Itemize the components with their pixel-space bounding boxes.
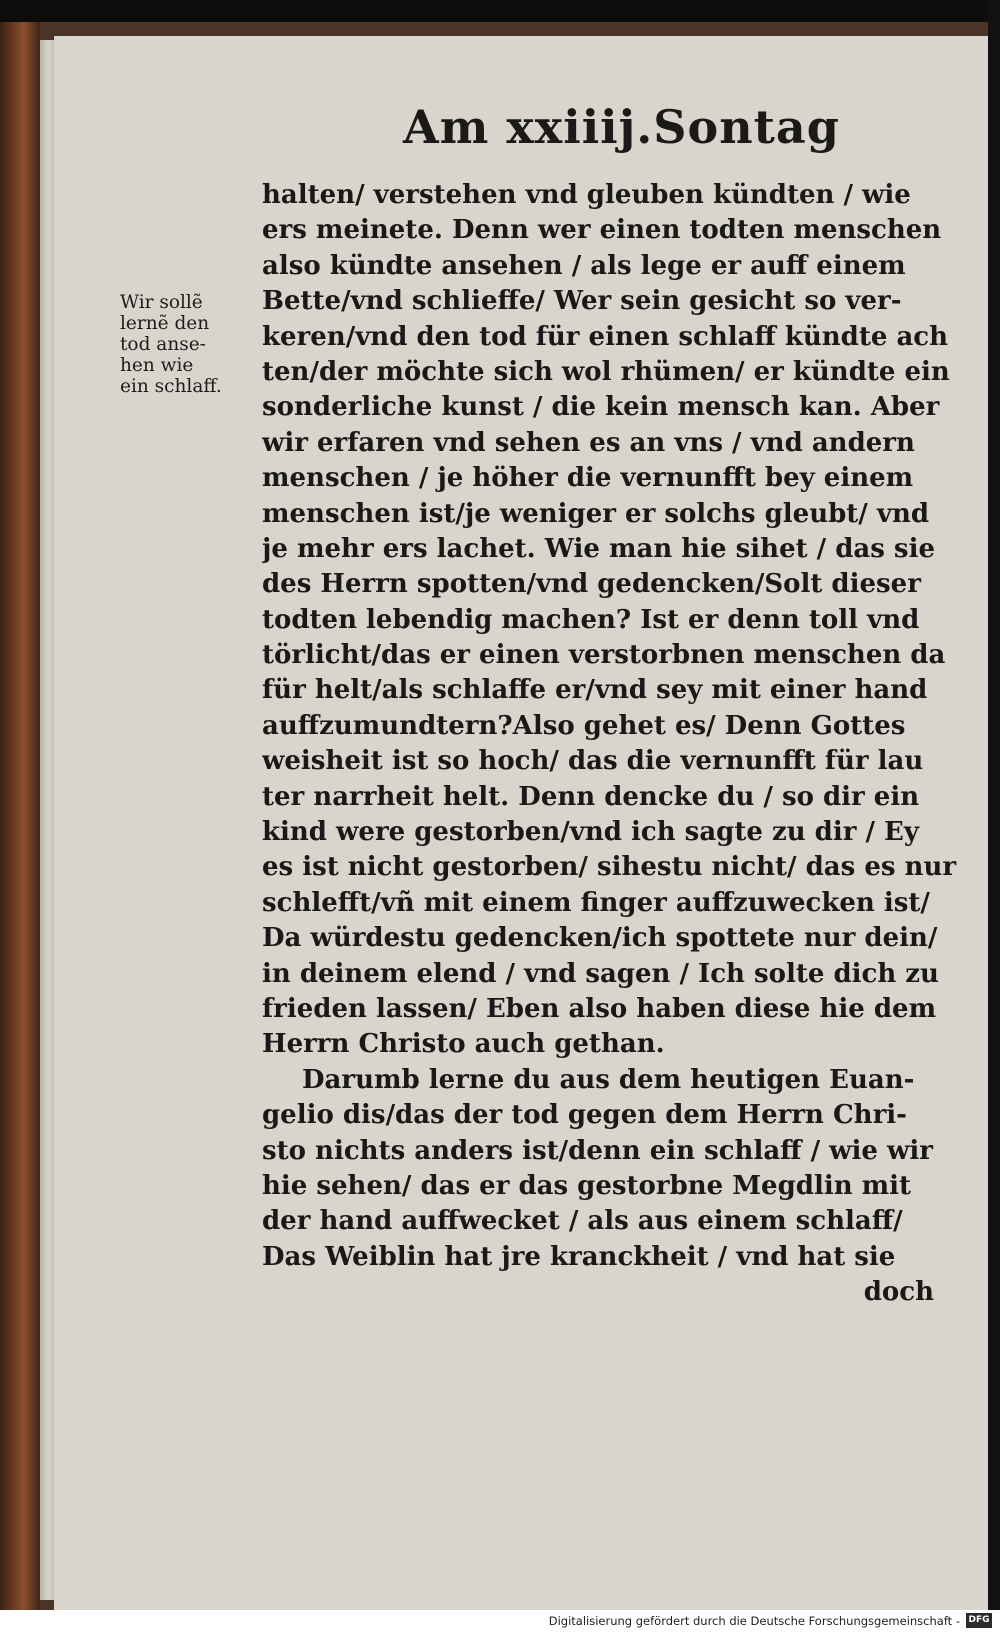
- text-line: schlefft/vñ mit einem finger auffzuwecken ist/: [262, 887, 930, 918]
- text-line: Da würdestu gedencken/ich spottete nur dein/: [262, 923, 938, 954]
- text-line: gelio dis/das der tod gegen dem Herrn Chri-: [262, 1100, 907, 1131]
- text-line: frieden lassen/ Eben also haben diese hie dem: [262, 993, 937, 1024]
- margin-note-line: Wir sollẽ: [120, 292, 203, 313]
- text-line: keren/vnd den tod für einen schlaff kündte ach: [262, 321, 949, 352]
- text-line: Darumb lerne du aus dem heutigen Euan-: [302, 1064, 915, 1095]
- body-text: [262, 178, 974, 1311]
- running-head: Am xxiiij.Sontag: [403, 100, 840, 154]
- text-line: auffzumundtern?Also gehet es/ Denn Gottes: [262, 710, 906, 741]
- text-line: halten/ verstehen vnd gleuben kündten / wie: [262, 180, 911, 210]
- text-line: menschen ist/je weniger er solchs gleubt/ vnd: [262, 498, 930, 529]
- margin-note-line: hen wie: [120, 355, 194, 376]
- scan-top-border: [0, 0, 1000, 22]
- text-line: menschen / je höher die vernunfft bey einem: [262, 463, 914, 494]
- text-line: todten lebendig machen? Ist er denn toll vnd: [262, 604, 920, 635]
- text-line: törlicht/das er einen verstorbnen menschen da: [262, 640, 946, 671]
- dfg-logo: DFG: [966, 1613, 992, 1628]
- text-line: also kündte ansehen / als lege er auff einem: [262, 250, 906, 281]
- text-line: es ist nicht gestorben/ sihestu nicht/ das es nur: [262, 852, 957, 883]
- funding-credit: Digitalisierung gefördert durch die Deutsche Forschungsgemeinschaft -: [548, 1614, 960, 1628]
- text-line: in deinem elend / vnd sagen / Ich solte dich zu: [262, 958, 939, 989]
- book-spine: [0, 22, 40, 1610]
- text-line: kind were gestorben/vnd ich sagte zu dir / Ey: [262, 817, 919, 848]
- scan-right-border: [988, 0, 1000, 1610]
- catchword: doch: [863, 1277, 934, 1308]
- text-line: Bette/vnd schlieffe/ Wer sein gesicht so ver-: [262, 286, 902, 317]
- page-edge: [40, 40, 54, 1600]
- text-line: des Herrn spotten/vnd gedencken/Solt dieser: [262, 569, 921, 600]
- text-line: ers meinete. Denn wer einen todten menschen: [262, 215, 942, 246]
- text-line: hie sehen/ das er das gestorbne Megdlin mit: [262, 1170, 912, 1201]
- footer-bar: [0, 1610, 1000, 1633]
- text-line: sto nichts anders ist/denn ein schlaff / wie wir: [262, 1135, 933, 1166]
- text-line: ter narrheit helt. Denn dencke du / so dir ein: [262, 781, 920, 812]
- text-line: für helt/als schlaffe er/vnd sey mit einer hand: [262, 675, 928, 706]
- margin-note-line: ein schlaff.: [120, 376, 222, 397]
- text-line: Herrn Christo auch gethan.: [262, 1029, 665, 1060]
- text-line: weisheit ist so hoch/ das die vernunfft für lau: [262, 746, 924, 777]
- text-line: der hand auffwecket / als aus einem schlaff/: [262, 1206, 903, 1237]
- margin-note: [120, 292, 260, 397]
- text-line: ten/der möchte sich wol rhümen/ er kündte ein: [262, 356, 950, 387]
- margin-note-line: tod anse-: [120, 334, 206, 355]
- text-line: je mehr ers lachet. Wie man hie sihet / das sie: [262, 533, 935, 564]
- text-line: sonderliche kunst / die kein mensch kan. Aber: [262, 392, 940, 423]
- text-line: wir erfaren vnd sehen es an vns / vnd andern: [262, 427, 915, 458]
- margin-note-line: lernẽ den: [120, 313, 210, 334]
- text-line: Das Weiblin hat jre kranckheit / vnd hat sie: [262, 1241, 896, 1272]
